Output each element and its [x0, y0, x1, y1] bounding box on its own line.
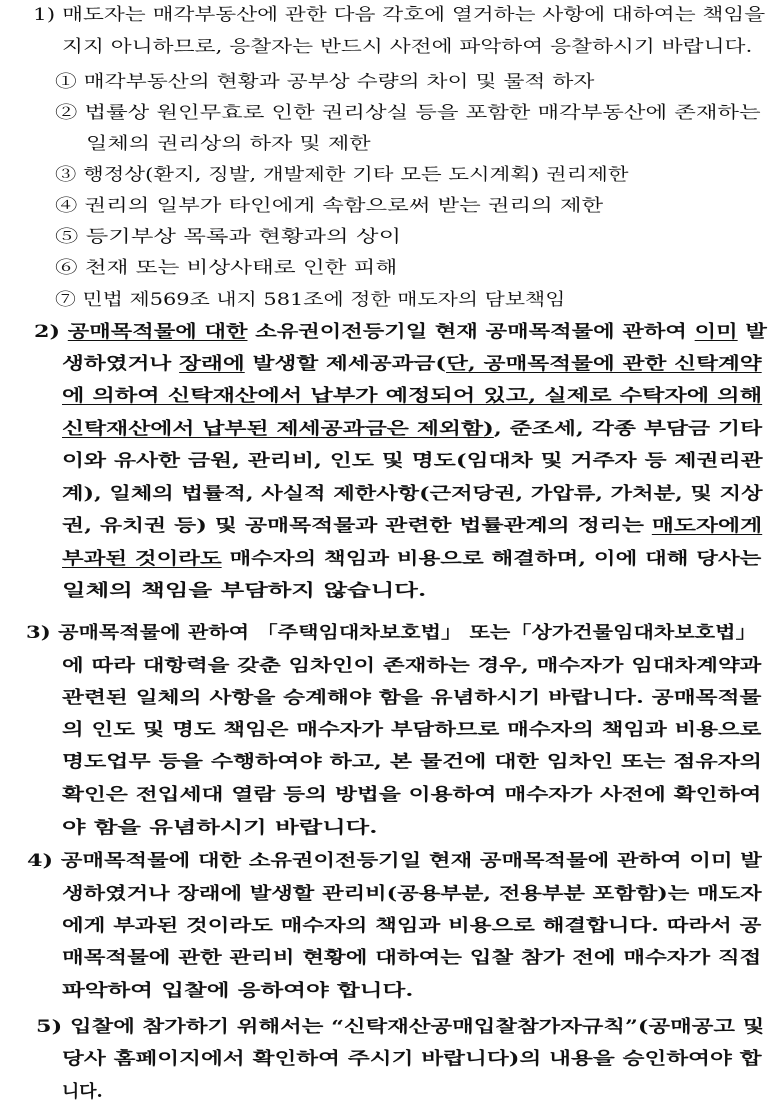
section-5-line-3: 니다. — [62, 1082, 103, 1102]
section-2-line-7 — [62, 514, 762, 538]
item-2: ② 법률상 원인무효로 인한 권리상실 등을 포함한 매각부동산에 존재하는 — [55, 103, 761, 123]
section-2-line-5: 이와 유사한 금원, 관리비, 인도 및 명도(임대차 및 거주자 등 제권리관 — [62, 451, 763, 471]
underlined-text: 단, 공매목적물에 관한 신탁계약 — [446, 354, 762, 374]
section-1-line-2: 지지 아니하므로, 응찰자는 반드시 사전에 파악하여 응찰하시기 바랍니다. — [62, 37, 753, 57]
section-4-line-5: 파악하여 입찰에 응하여야 합니다. — [62, 981, 414, 1001]
underlined-text: 부과된 것이라도 — [62, 549, 222, 569]
item-2-cont: 일체의 권리상의 하자 및 제한 — [86, 134, 371, 154]
section-4-line-3: 에게 부과된 것이라도 매수자의 책임과 비용으로 해결합니다. 따라서 공 — [62, 916, 762, 936]
item-4: ④ 권리의 일부가 타인에게 속함으로써 받는 권리의 제한 — [55, 196, 604, 216]
underlined-text: 공매목적물에 대한 — [67, 322, 248, 342]
text-run: 소유권이전등기일 현재 공매목적물에 관하여 — [247, 322, 695, 342]
item-5: ⑤ 등기부상 목록과 현황과의 상이 — [55, 227, 402, 247]
section-4-line-2: 생하였거나 장래에 발생할 관리비(공용부분, 전용부분 포함함)는 매도자 — [62, 884, 762, 904]
item-3: ③ 행정상(환지, 징발, 개발제한 기타 모든 도시계획) 권리제한 — [55, 165, 629, 185]
section-1-line-1: 1) 매도자는 매각부동산에 관한 다음 각호에 열거하는 사항에 대하여는 책임을 — [33, 5, 766, 25]
section-2-line-8 — [62, 547, 761, 571]
section-2-number: 2) — [34, 322, 68, 342]
section-2-line-2 — [62, 352, 762, 376]
section-3-line-4: 의 인도 및 명도 책임은 매수자가 부담하므로 매수자의 책임과 비용으로 — [62, 720, 762, 740]
section-4-line-4: 매목적물에 관한 관리비 현황에 대하여는 입찰 참가 전에 매수자가 직접 — [62, 948, 762, 968]
underlined-text: 신탁재산에서 납부된 제세공과금은 제외함) — [62, 419, 494, 439]
text-run: 생하였거나 — [62, 354, 180, 374]
section-3-line-3: 관련된 일체의 사항을 승계해야 함을 유념하시기 바랍니다. 공매목적물 — [62, 688, 762, 708]
section-3-line-5: 명도업무 등을 수행하여야 하고, 본 물건에 대한 임차인 또는 점유자의 — [62, 752, 762, 772]
section-5-line-1: 5) 입찰에 참가하기 위해서는 “신탁재산공매입찰참가자규칙”(공매공고 및 — [36, 1017, 765, 1037]
section-2-line-9: 일체의 책임을 부담하지 않습니다. — [62, 581, 427, 601]
section-3-line-1: 3) 공매목적물에 관하여 「주택임대차보호법」 또는「상가건물임대차보호법」 — [26, 623, 757, 643]
text-run: 권, 유치권 등) 및 공매목적물과 관련한 법률관계의 정리는 — [62, 516, 652, 536]
text-run: 발생할 제세공과금( — [244, 354, 447, 374]
underlined-text: 에 의하여 신탁재산에서 납부가 예정되어 있고, 실제로 수탁자에 의해 — [62, 386, 763, 406]
underlined-text: 이미 — [694, 322, 738, 342]
section-3-line-7: 야 함을 유념하시기 바랍니다. — [62, 818, 378, 838]
section-2-line-3 — [62, 384, 762, 408]
text-run: 매수자의 책임과 비용으로 해결하며, 이에 대해 당사는 — [221, 549, 762, 569]
section-5-line-2: 당사 홈페이지에서 확인하여 주시기 바랍니다)의 내용을 승인하여야 합 — [62, 1049, 762, 1069]
section-3-line-2: 에 따라 대항력을 갖춘 임차인이 존재하는 경우, 매수자가 임대차계약과 — [62, 656, 762, 676]
section-2-line-1 — [34, 320, 767, 344]
underlined-text: 매도자에게 — [651, 516, 763, 536]
text-run: , 준조세, 각종 부담금 기타 — [493, 419, 763, 439]
item-6: ⑥ 천재 또는 비상사태로 인한 피해 — [55, 258, 398, 278]
underlined-text: 장래에 — [179, 354, 245, 374]
text-run: 발 — [737, 322, 767, 342]
section-3-line-6: 확인은 전입세대 열람 등의 방법을 이용하여 매수자가 사전에 확인하여 — [62, 785, 762, 805]
item-1: ① 매각부동산의 현황과 공부상 수량의 차이 및 물적 하자 — [55, 72, 595, 92]
section-2-line-6: 계), 일체의 법률적, 사실적 제한사항(근저당권, 가압류, 가처분, 및 지상 — [62, 484, 763, 504]
item-7: ⑦ 민법 제569조 내지 581조에 정한 매도자의 담보책임 — [55, 290, 566, 310]
section-4-line-1: 4) 공매목적물에 대한 소유권이전등기일 현재 공매목적물에 관하여 이미 발 — [27, 851, 762, 871]
section-2-line-4 — [62, 417, 762, 441]
